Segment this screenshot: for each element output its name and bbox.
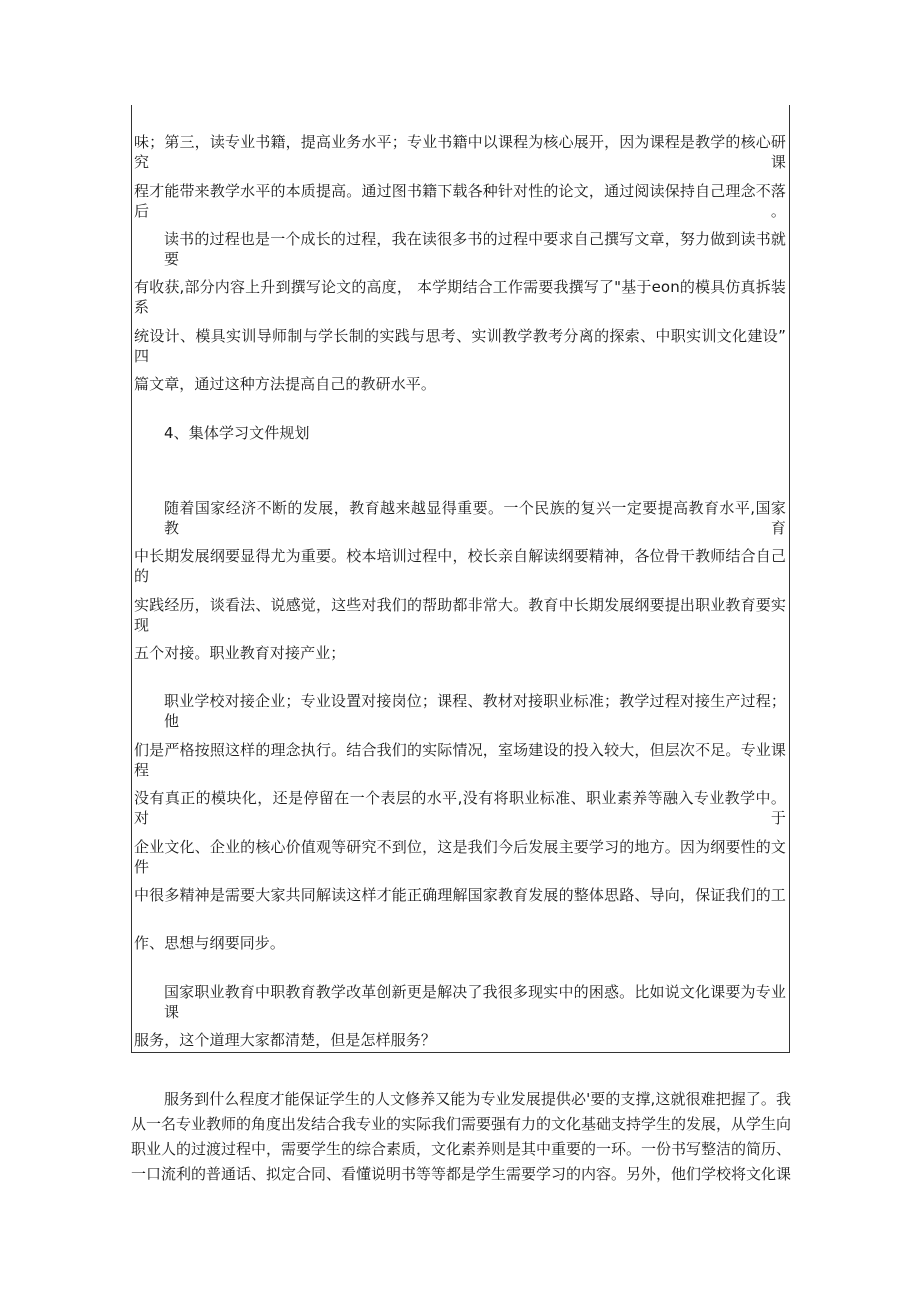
paragraph-line: 统设计、模具实训导师制与学长制的实践与思考、实训教学教考分离的探索、中职实训文化建设” 四	[134, 327, 786, 365]
body-paragraph-line: 一口流利的普通话、拟定合同、看懂说明书等等都是学生需要学习的内容。另外，他们学校将文化课	[131, 1165, 792, 1183]
paragraph-line: 五个对接。职业教育对接产业；	[134, 644, 346, 662]
paragraph-line: 作、思想与纲要同步。	[134, 934, 286, 952]
paragraph-line: 有收获,部分内容上升到撰写论文的高度， 本学期结合工作需要我撰写了"基于eon的模具仿真拆装系	[134, 278, 786, 316]
paragraph-line: 篇文章，通过这种方法提高自己的教研水平。	[134, 375, 437, 393]
paragraph-line: 服务，这个道理大家都清楚，但是怎样服务？	[134, 1031, 437, 1049]
paragraph-line: 国家职业教育中职教育教学改革创新更是解决了我很多现实中的困惑。比如说文化课要为专业课	[164, 983, 786, 1021]
paragraph-line: 没有真正的模块化，还是停留在一个表层的水平,没有将职业标准、职业素养等融入专业教学中。对于	[134, 789, 786, 827]
body-paragraph-line: 服务到什么程度才能保证学生的人文修养又能为专业发展提供必'要的支撑,这就很难把握了。我	[164, 1090, 791, 1108]
paragraph-line: 读书的过程也是一个成长的过程，我在读很多书的过程中要求自己撰写文章，努力做到读书就要	[164, 230, 786, 268]
section-heading: 4、集体学习文件规划	[164, 424, 310, 442]
paragraph-line: 们是严格按照这样的理念执行。结合我们的实际情况，室场建设的投入较大，但层次不足。专业课程	[134, 741, 786, 779]
paragraph-line: 职业学校对接企业；专业设置对接岗位；课程、教材对接职业标准；教学过程对接生产过程；他	[164, 692, 786, 730]
body-paragraph-line: 职业人的过渡过程中，需要学生的综合素质，文化素养则是其中重要的一环。一份书写整洁的简历、	[131, 1140, 792, 1158]
paragraph-line: 企业文化、企业的核心价值观等研究不到位，这是我们今后发展主要学习的地方。因为纲要性的文件	[134, 838, 786, 876]
paragraph-line: 实践经历，谈看法、说感觉，这些对我们的帮助都非常大。教育中长期发展纲要提出职业教育要实现	[134, 596, 786, 634]
paragraph-line: 随着国家经济不断的发展，教育越来越显得重要。一个民族的复兴一定要提高教育水平,国家教育	[164, 499, 786, 537]
paragraph-line: 程才能带来教学水平的本质提高。通过图书籍下载各种针对性的论文，通过阅读保持自己理念不落后。	[134, 182, 786, 220]
paragraph-line: 中很多精神是需要大家共同解读这样才能正确理解国家教育发展的整体思路、导向，保证我们的工	[134, 886, 786, 904]
paragraph-line: 中长期发展纲要显得尤为重要。校本培训过程中，校长亲自解读纲要精神，各位骨干教师结合自己的	[134, 547, 786, 585]
paragraph-line: 味；第三，读专业书籍，提高业务水平；专业书籍中以课程为核心展开，因为课程是教学的核心研究课	[134, 133, 786, 171]
body-paragraph-line: 从一名专业教师的角度出发结合我专业的实际我们需要强有力的文化基础支持学生的发展，从学生向	[131, 1115, 792, 1133]
